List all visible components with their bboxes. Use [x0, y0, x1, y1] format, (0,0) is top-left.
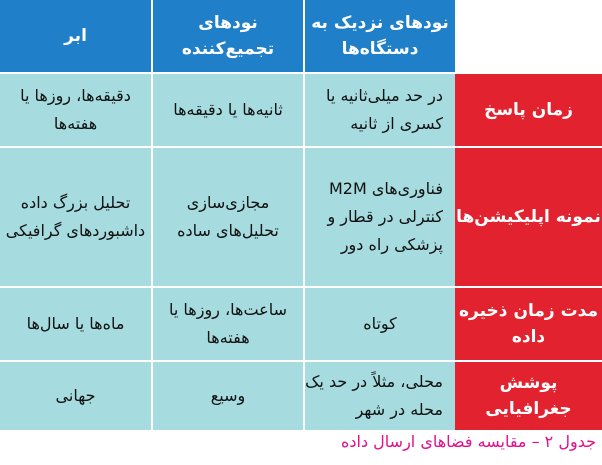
row-header-geo-coverage: پوشش جغرافیایی: [455, 360, 602, 430]
row-header-storage-duration: مدت زمان ذخیره داده: [455, 286, 602, 360]
table-cell: جهانی: [0, 360, 151, 430]
table-corner: [455, 0, 602, 72]
column-header-cloud: ابر: [0, 0, 151, 72]
table-cell: دقیقه‌ها، روزها یا هفته‌ها: [0, 72, 151, 146]
table-caption: جدول ۲ – مقایسه فضاهای ارسال داده: [341, 432, 596, 451]
table-cell: محلی، مثلاً در حد یک محله در شهر: [303, 360, 455, 430]
table-cell: مجازی‌سازی تحلیل‌های ساده: [151, 146, 303, 286]
row-header-response-time: زمان پاسخ: [455, 72, 602, 146]
table-cell: وسیع: [151, 360, 303, 430]
table-cell: فناوری‌های M2M کنترلی در قطار و پزشکی راه دور: [303, 146, 455, 286]
row-header-sample-apps: نمونه اپلیکیشن‌ها: [455, 146, 602, 286]
table-cell: ماه‌ها یا سال‌ها: [0, 286, 151, 360]
table-cell: ساعت‌ها، روزها یا هفته‌ها: [151, 286, 303, 360]
table-cell: تحلیل بزرگ داده داشبوردهای گرافیکی: [0, 146, 151, 286]
column-header-near-devices: نودهای نزدیک به دستگاه‌ها: [303, 0, 455, 72]
table-cell: کوتاه: [303, 286, 455, 360]
table-cell: ثانیه‌ها یا دقیقه‌ها: [151, 72, 303, 146]
column-header-aggregators: نودهای تجمیع‌کننده: [151, 0, 303, 72]
table-cell: در حد میلی‌ثانیه یا کسری از ثانیه: [303, 72, 455, 146]
